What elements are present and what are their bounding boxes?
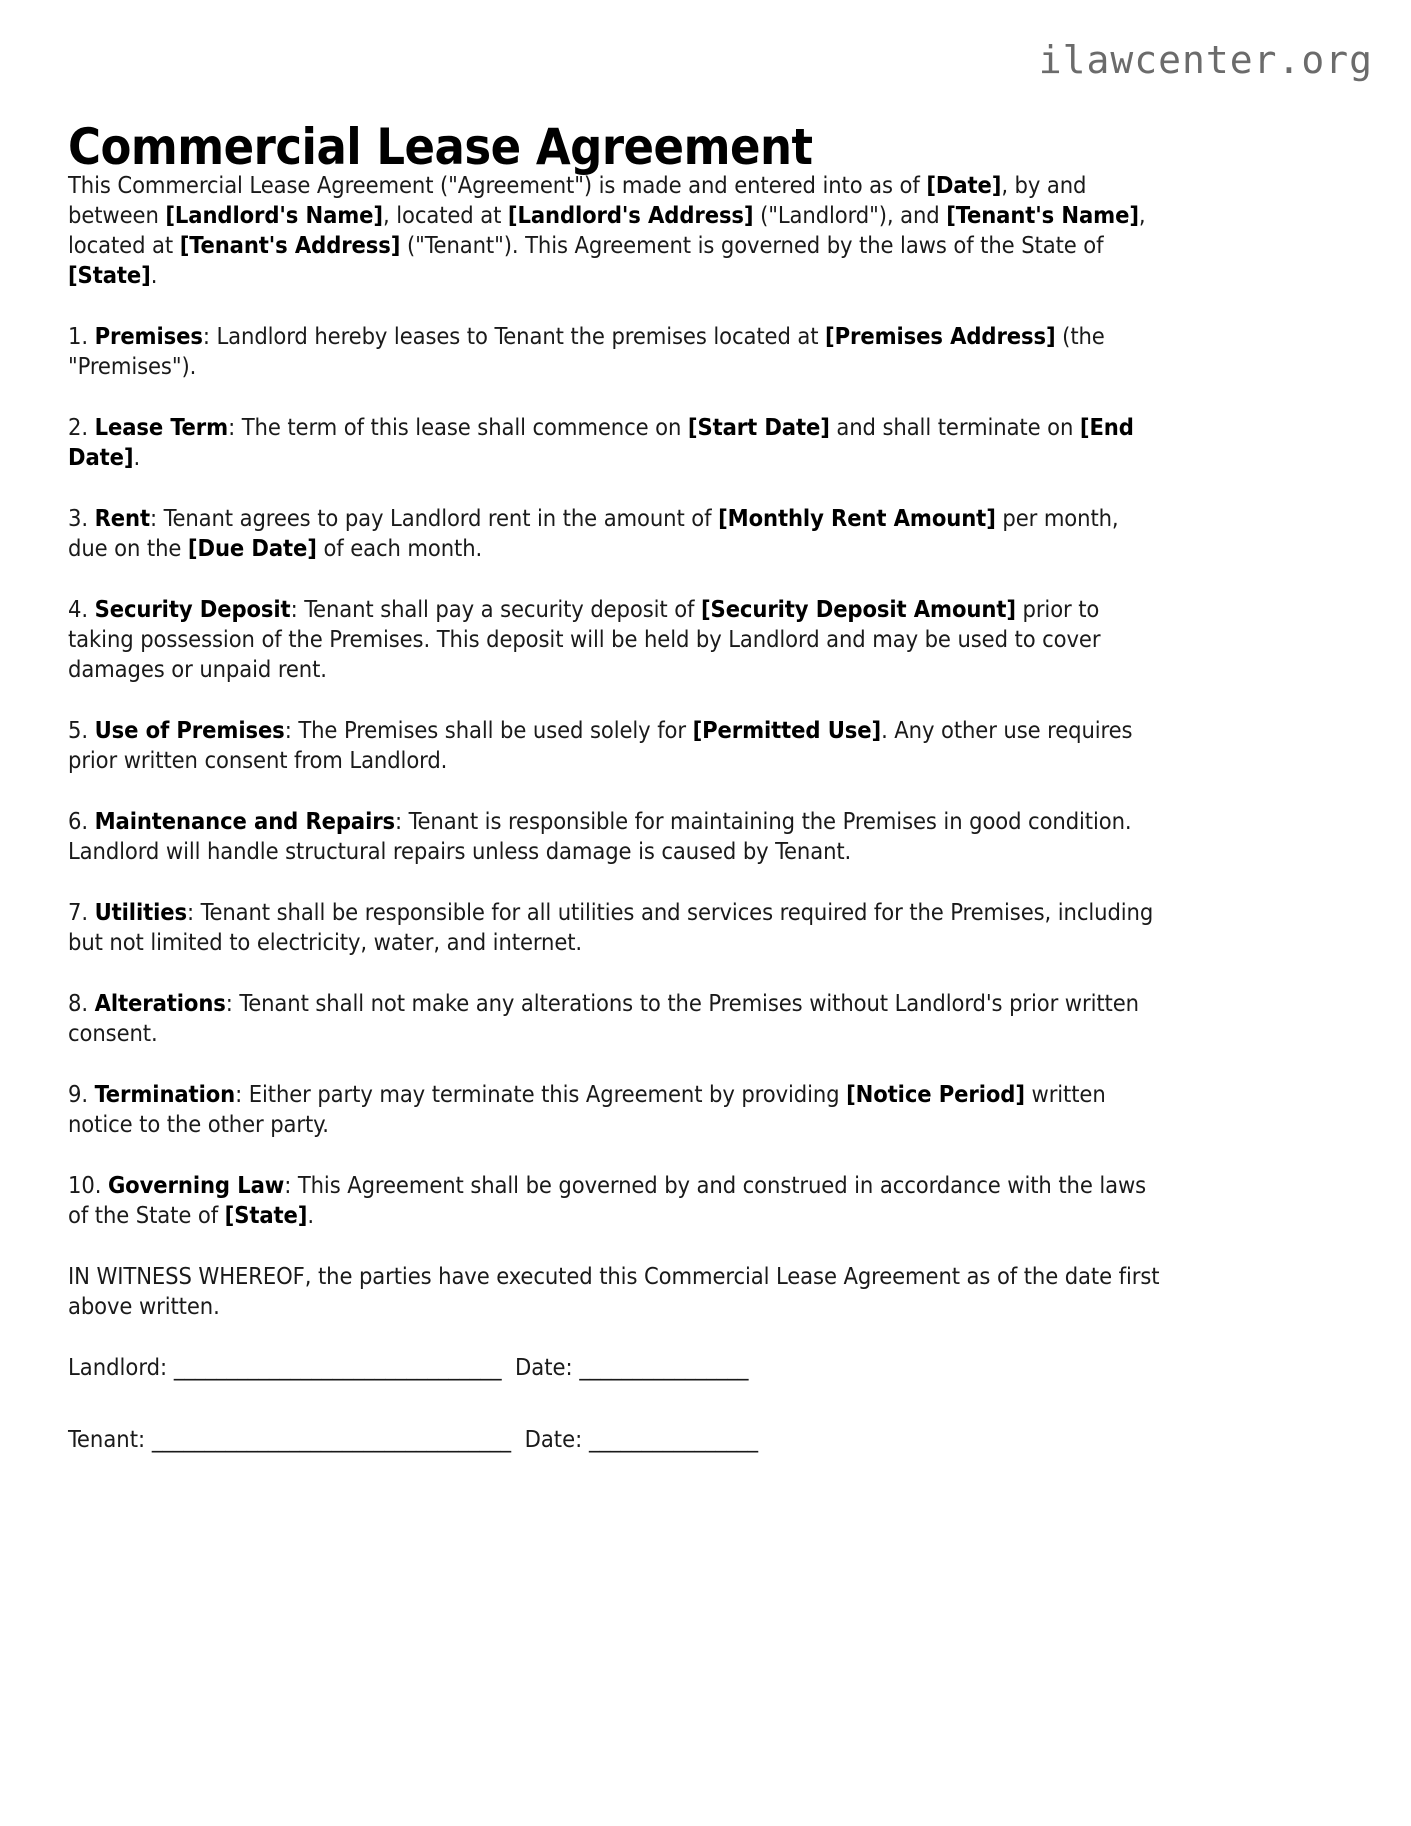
section-number: 8. (68, 989, 88, 1017)
section-heading: Governing Law (107, 1171, 285, 1199)
section-clause (68, 715, 1160, 775)
section-text-after: (the "Premises"). (68, 322, 1105, 380)
section-placeholder: [State] (224, 1201, 308, 1229)
section-text-after: of each month. (316, 534, 483, 562)
section-placeholder: [Permitted Use] (692, 716, 882, 744)
tenant-signature-line[interactable]: __________________________________ (151, 1425, 512, 1453)
section-clause (68, 321, 1160, 381)
tenant-date-line[interactable]: ________________ (588, 1425, 759, 1453)
section-text-mid: and shall terminate on (829, 413, 1080, 441)
section-text-before: : Tenant shall be responsible for all utilities and services required for the Premises, including but not limited to electricity, water, and internet. (68, 898, 1154, 956)
intro-text-4: ("Landlord"), and (753, 201, 947, 229)
section-text-before: : Tenant shall not make any alterations to the Premises without Landlord's prior written consent. (68, 989, 1139, 1047)
intro-text-1: This Commercial Lease Agreement ("Agreement") is made and entered into as of (68, 171, 927, 199)
section-heading: Use of Premises (94, 716, 285, 744)
section-placeholder-2: [Due Date] (187, 534, 317, 562)
tenant-date-label: Date: (511, 1425, 589, 1453)
placeholder-date: [Date] (926, 171, 1002, 199)
placeholder-state: [State] (68, 261, 151, 289)
section-placeholder: [Security Deposit Amount] (701, 595, 1016, 623)
section-placeholder: [Start Date] (687, 413, 830, 441)
section-number: 5. (68, 716, 88, 744)
placeholder-tenant-address: [Tenant's Address] (179, 231, 401, 259)
section-text-after: written notice to the other party. (68, 1080, 1106, 1138)
section-text-mid: per month, due on the (68, 504, 1119, 562)
landlord-date-label: Date: (501, 1353, 580, 1381)
section-clause (68, 1079, 1160, 1139)
section-heading: Utilities (94, 898, 187, 926)
site-watermark: ilawcenter.org (1038, 38, 1373, 82)
section-heading: Termination (94, 1080, 236, 1108)
section-clause (68, 897, 1160, 957)
section-text-before: : Landlord hereby leases to Tenant the premises located at (202, 322, 826, 350)
section-heading: Alterations (94, 989, 226, 1017)
section-heading: Rent (94, 504, 150, 532)
document-body (68, 170, 1160, 1496)
signature-row-tenant (68, 1424, 1160, 1454)
section-text-after: . (307, 1201, 314, 1229)
section-text-before: : Tenant shall pay a security deposit of (290, 595, 701, 623)
intro-text-3: , located at (383, 201, 508, 229)
landlord-signature-label: Landlord: (68, 1353, 174, 1381)
tenant-signature-label: Tenant: (68, 1425, 152, 1453)
section-text-before: : This Agreement shall be governed by and construed in accordance with the laws of the State of (68, 1171, 1147, 1229)
section-placeholder: [Premises Address] (825, 322, 1056, 350)
section-number: 7. (68, 898, 88, 926)
section-number: 9. (68, 1080, 88, 1108)
section-number: 6. (68, 807, 88, 835)
section-text-before: : Either party may terminate this Agreement by providing (235, 1080, 847, 1108)
section-text-after: . Any other use requires prior written consent from Landlord. (68, 716, 1133, 774)
intro-text-5: , located at (68, 201, 1146, 259)
section-text-before: : Tenant is responsible for maintaining the Premises in good condition. Landlord will handle structural repairs unless damage is caused by Tenant. (68, 807, 1132, 865)
section-heading: Premises (94, 322, 203, 350)
section-clause (68, 503, 1160, 563)
signature-block (68, 1352, 1160, 1454)
intro-paragraph (68, 170, 1160, 290)
placeholder-landlord-address: [Landlord's Address] (507, 201, 754, 229)
section-number: 2. (68, 413, 88, 441)
section-number: 4. (68, 595, 88, 623)
section-clause (68, 806, 1160, 866)
section-placeholder: [Monthly Rent Amount] (718, 504, 996, 532)
section-text-after: prior to taking possession of the Premises. This deposit will be held by Landlord and may be used to cover damages or unpaid rent. (68, 595, 1101, 683)
section-clause (68, 988, 1160, 1048)
page-title: Commercial Lease Agreement (68, 117, 813, 176)
signature-row-landlord (68, 1352, 1160, 1382)
section-heading: Lease Term (94, 413, 229, 441)
section-clause (68, 1170, 1160, 1230)
witness-clause: IN WITNESS WHEREOF, the parties have executed this Commercial Lease Agreement as of the date first above written. (68, 1262, 1160, 1320)
section-number: 3. (68, 504, 88, 532)
section-text-after: . (133, 443, 141, 471)
section-clause (68, 594, 1160, 684)
section-text-before: : The Premises shall be used solely for (284, 716, 693, 744)
intro-text-6: ("Tenant"). This Agreement is governed by the laws of the State of (400, 231, 1104, 259)
intro-text-7: . (150, 261, 158, 289)
landlord-signature-line[interactable]: _______________________________ (173, 1353, 502, 1381)
section-clause (68, 412, 1160, 472)
section-heading: Maintenance and Repairs (94, 807, 396, 835)
intro-text-2: , by and between (68, 171, 1087, 229)
section-heading: Security Deposit (94, 595, 291, 623)
section-placeholder-2: [End Date] (68, 413, 1134, 471)
section-text-before: : Tenant agrees to pay Landlord rent in the amount of (149, 504, 719, 532)
section-placeholder: [Notice Period] (846, 1080, 1025, 1108)
section-number: 1. (68, 322, 88, 350)
landlord-date-line[interactable]: ________________ (579, 1353, 749, 1381)
placeholder-landlord-name: [Landlord's Name] (165, 201, 383, 229)
section-text-before: : The term of this lease shall commence on (228, 413, 688, 441)
placeholder-tenant-name: [Tenant's Name] (946, 201, 1139, 229)
section-number: 10. (68, 1171, 102, 1199)
